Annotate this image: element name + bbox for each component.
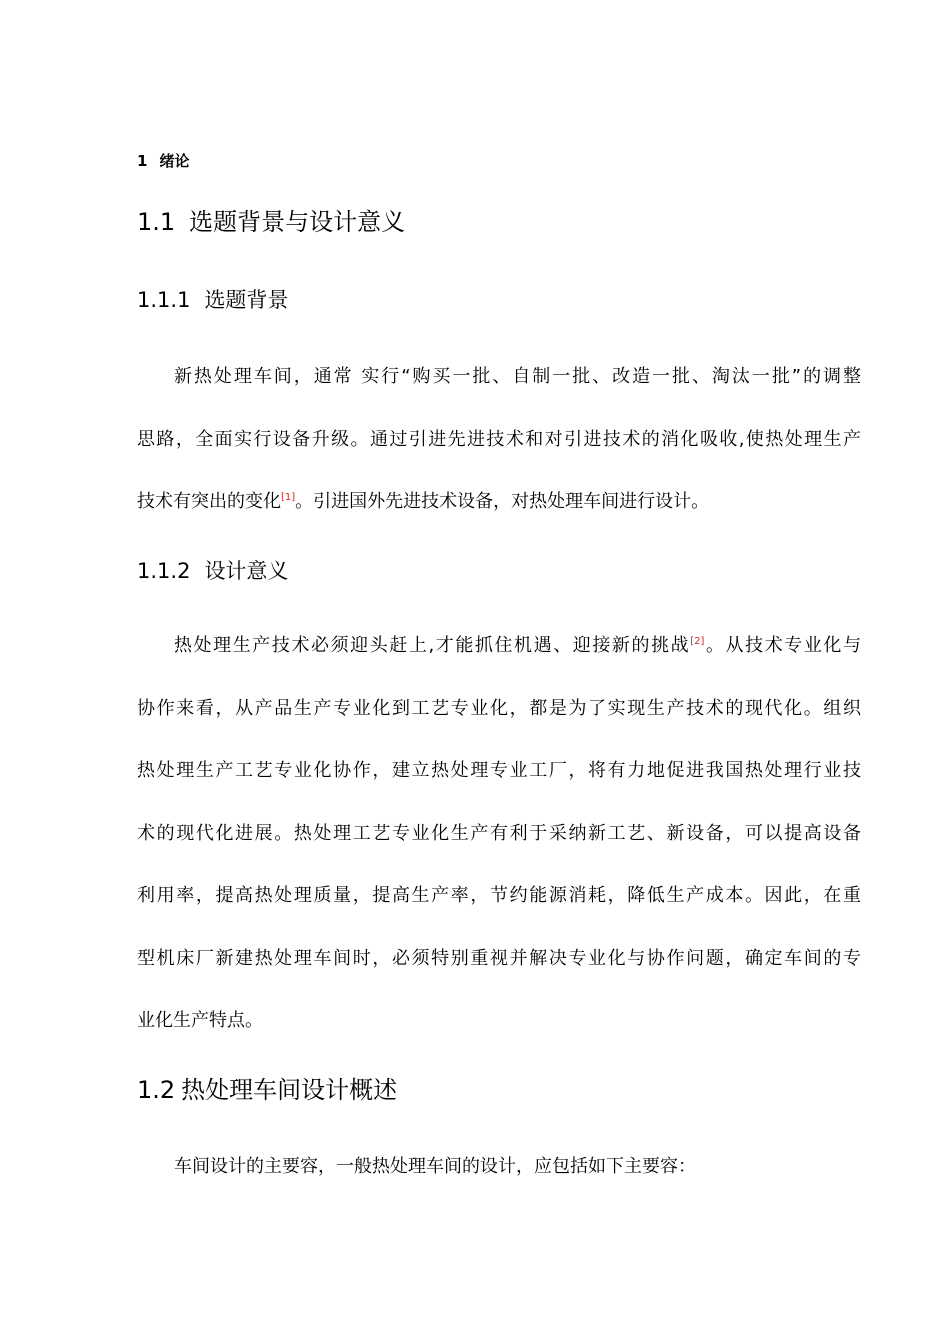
section-number: 1.2 (137, 1076, 176, 1104)
paragraph-line: 思路，全面实行设备升级。通过引进先进技术和对引进技术的消化吸收,使热处理生产 (137, 428, 861, 450)
paragraph-line: 新热处理车间，通常 实行“购买一批、自制一批、改造一批、淘汰一批”的调整 (174, 366, 861, 387)
section-title: 选题背景 (204, 288, 289, 312)
paragraph-line: 术的现代化进展。热处理工艺专业化生产有利于采纳新工艺、新设备，可以提高设备 (137, 822, 861, 844)
section-title: 热处理车间设计概述 (181, 1076, 398, 1104)
paragraph-line: 协作来看，从产品生产专业化到工艺专业化，都是为了实现生产技术的现代化。组织 (137, 697, 861, 719)
citation-reference[interactable]: [1] (281, 492, 296, 503)
chapter-title: 绪论 (159, 152, 190, 170)
section-title: 选题背景与设计意义 (189, 208, 406, 236)
section-number: 1.1.1 (137, 288, 191, 312)
paragraph-overview (137, 1136, 861, 1199)
chapter-heading (137, 150, 861, 172)
paragraph-line: 技术有突出的变化[1]。引进国外先进技术设备，对热处理车间进行设计。 (137, 491, 710, 512)
section-number: 1.1 (137, 208, 176, 236)
citation-reference[interactable]: [2] (690, 636, 705, 647)
section-heading-1-1 (137, 205, 861, 239)
paragraph-significance (137, 615, 861, 1053)
paragraph-line: 车间设计的主要容，一般热处理车间的设计，应包括如下主要容： (174, 1156, 696, 1177)
section-title: 设计意义 (204, 559, 289, 583)
section-heading-1-2 (137, 1073, 861, 1107)
section-heading-1-1-2 (137, 556, 861, 586)
section-heading-1-1-1 (137, 285, 861, 315)
paragraph-line: 热处理生产技术必须迎头赶上,才能抓住机遇、迎接新的挑战[2]。从技术专业化与 (174, 635, 861, 656)
paragraph-line: 利用率，提高热处理质量，提高生产率，节约能源消耗，降低生产成本。因此，在重 (137, 885, 861, 906)
chapter-number: 1 (137, 152, 148, 170)
paragraph-line: 型机床厂新建热处理车间时，必须特别重视并解决专业化与协作问题，确定车间的专 (137, 947, 861, 969)
paragraph-line: 业化生产特点。 (137, 1010, 263, 1031)
paragraph-background (137, 346, 861, 534)
paragraph-line: 热处理生产工艺专业化协作，建立热处理专业工厂，将有力地促进我国热处理行业技 (137, 760, 861, 781)
section-number: 1.1.2 (137, 559, 191, 583)
